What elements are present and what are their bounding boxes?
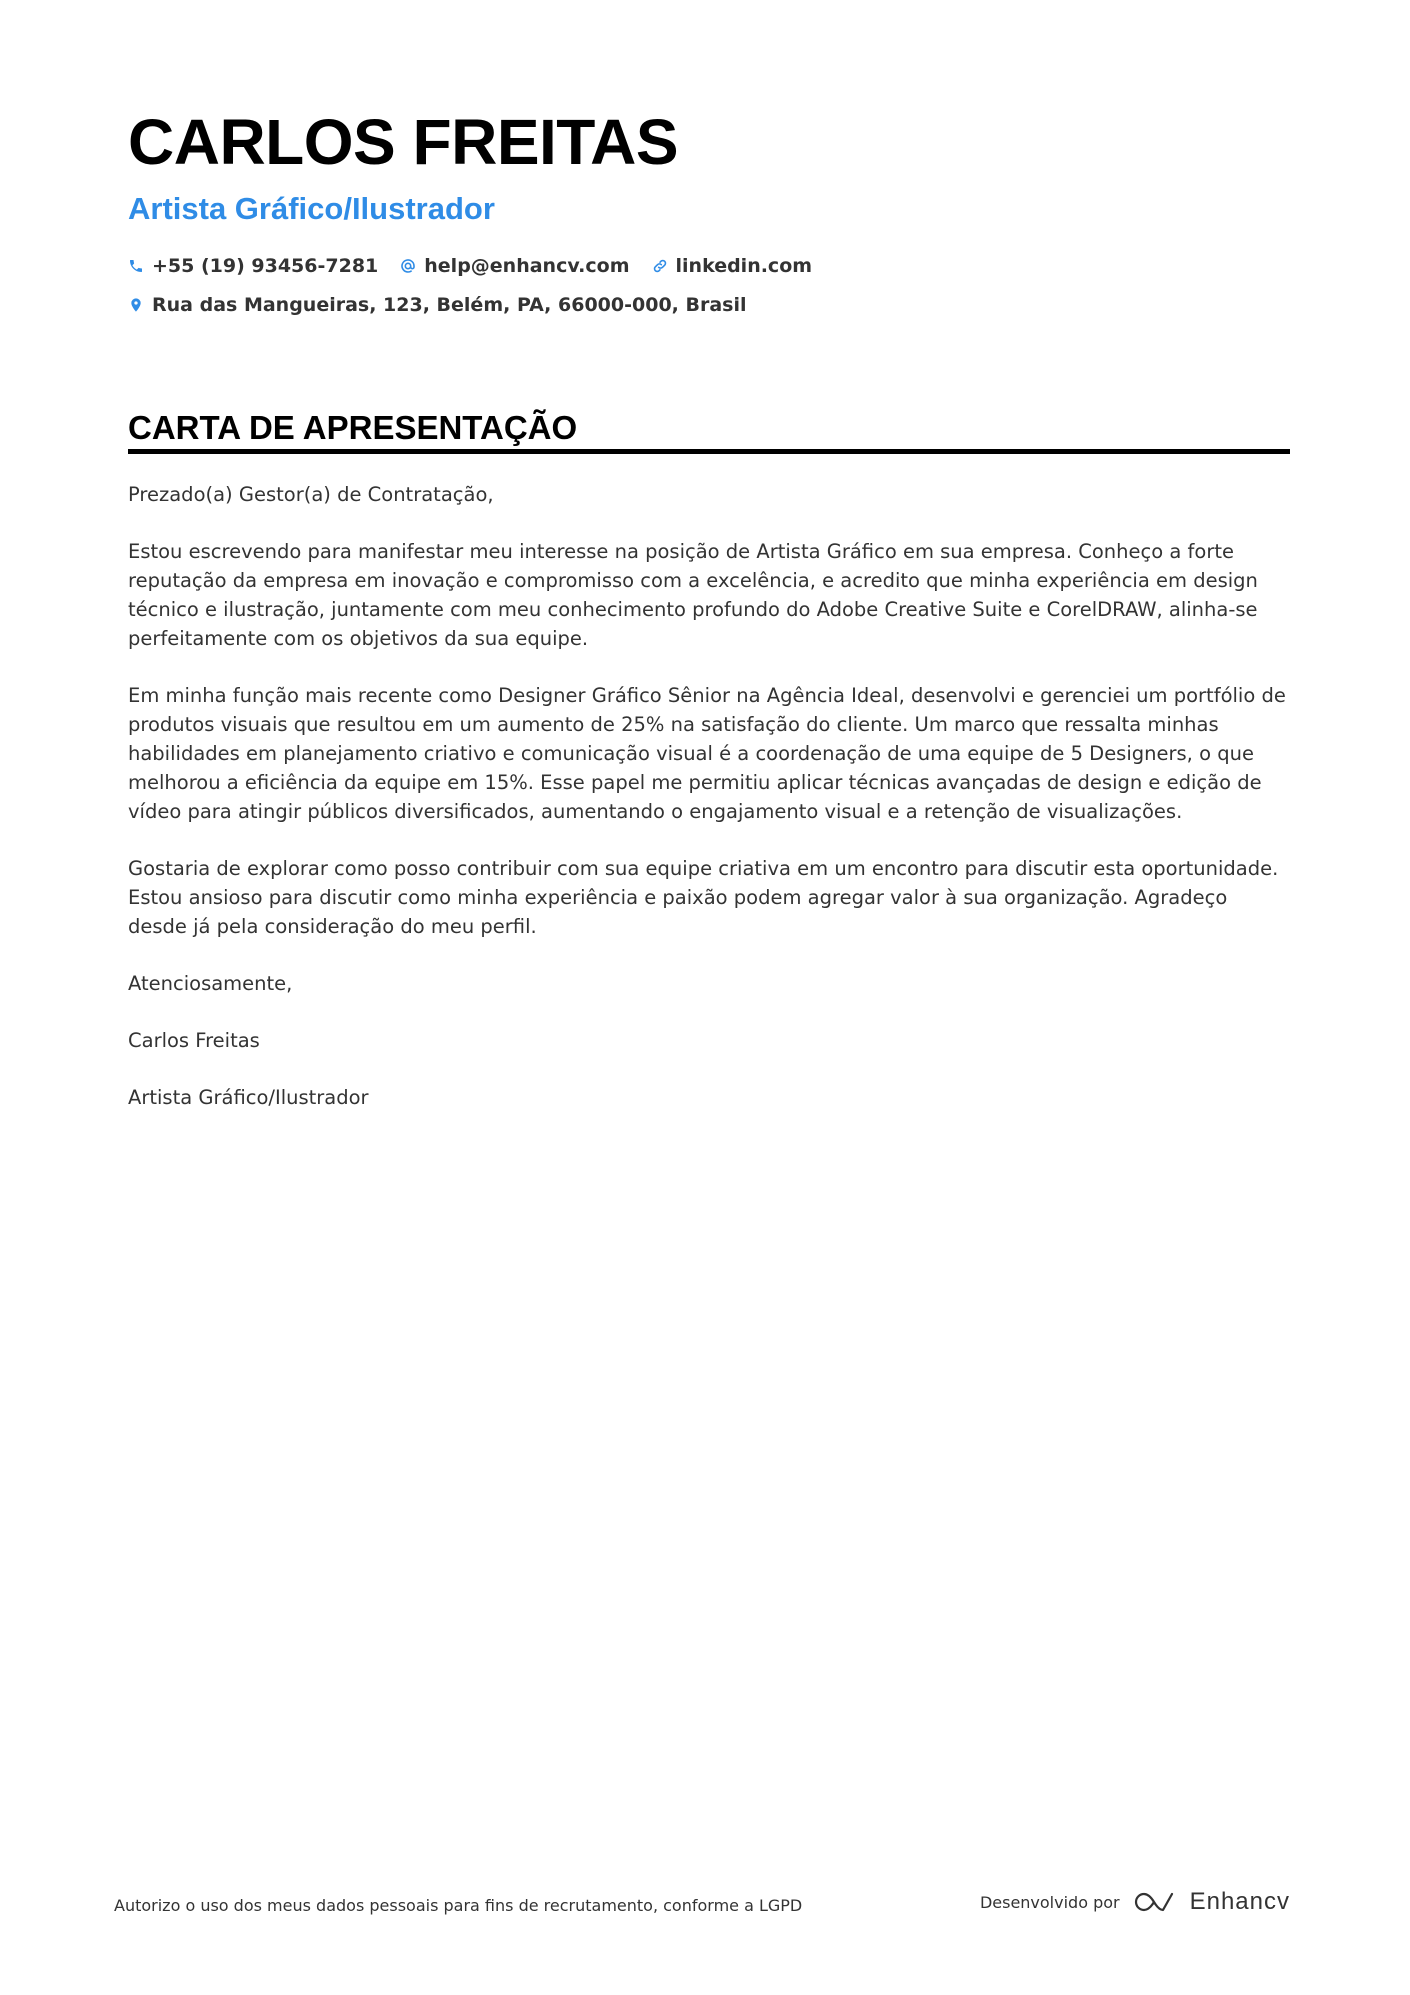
enhancv-logo[interactable] — [1132, 1888, 1290, 1916]
contact-address — [128, 294, 747, 316]
signature-title: Artista Gráfico/Ilustrador — [128, 1086, 369, 1109]
contact-email[interactable] — [400, 255, 629, 277]
candidate-name: CARLOS FREITAS — [128, 106, 679, 178]
contact-row-secondary — [128, 294, 747, 316]
phone-icon — [128, 258, 144, 274]
link-icon — [652, 258, 668, 274]
contact-phone — [128, 255, 378, 277]
section-title: CARTA DE APRESENTAÇÃO — [128, 409, 578, 446]
enhancv-logo-icon — [1132, 1889, 1180, 1915]
at-icon — [400, 258, 416, 274]
footer-consent: Autorizo o uso dos meus dados pessoais para fins de recrutamento, conforme a LGPD — [114, 1896, 803, 1915]
letter-paragraph: Em minha função mais recente como Designer Gráfico Sênior na Agência Ideal, desenvolvi e gerenciei um portfólio de produtos visuais que resultou em um aumento de 25% na satisfação do cliente. Um marco que ressalta minhas habilidades em planejamento criativo e comunicação visual é a coordenação de uma equipe de 5 Designers, o que melhorou a eficiência da equipe em 15%. Esse papel me permitiu aplicar técnicas avançadas de design e edição de vídeo para atingir públicos diversificados, aumentando o engajamento visual e a retenção de visualizações. — [128, 684, 1286, 823]
phone-text: +55 (19) 93456-7281 — [152, 255, 379, 277]
letter-body — [128, 480, 1292, 1140]
email-link[interactable]: help@enhancv.com — [424, 255, 630, 277]
contact-linkedin[interactable] — [652, 255, 813, 277]
contact-row-primary — [128, 255, 812, 277]
linkedin-link[interactable]: linkedin.com — [675, 255, 813, 277]
candidate-job-title: Artista Gráfico/Ilustrador — [128, 191, 495, 226]
location-pin-icon — [128, 297, 144, 313]
signature-name: Carlos Freitas — [128, 1029, 260, 1052]
letter-greeting: Prezado(a) Gestor(a) de Contratação, — [128, 483, 494, 506]
letter-paragraph: Estou escrevendo para manifestar meu interesse na posição de Artista Gráfico em sua empresa. Conheço a forte reputação da empresa em inovação e compromisso com a excelência, e acredito que minha experiência em design técnico e ilustração, juntamente com meu conhecimento profundo do Adobe Creative Suite e CorelDRAW, alinha-se perfeitamente com os objetivos da sua equipe. — [128, 540, 1258, 650]
letter-closing: Atenciosamente, — [128, 972, 293, 995]
footer-brand[interactable] — [980, 1888, 1290, 1916]
enhancv-wordmark: Enhancv — [1189, 1888, 1290, 1915]
powered-by-label: Desenvolvido por — [979, 1892, 1120, 1912]
address-text: Rua das Mangueiras, 123, Belém, PA, 66000-000, Brasil — [152, 294, 747, 316]
letter-paragraph: Gostaria de explorar como posso contribuir com sua equipe criativa em um encontro para discutir esta oportunidade. Estou ansioso para discutir como minha experiência e paixão podem agregar valor à sua organização. Agradeço desde já pela consideração do meu perfil. — [128, 857, 1279, 938]
section-divider — [128, 449, 1290, 454]
